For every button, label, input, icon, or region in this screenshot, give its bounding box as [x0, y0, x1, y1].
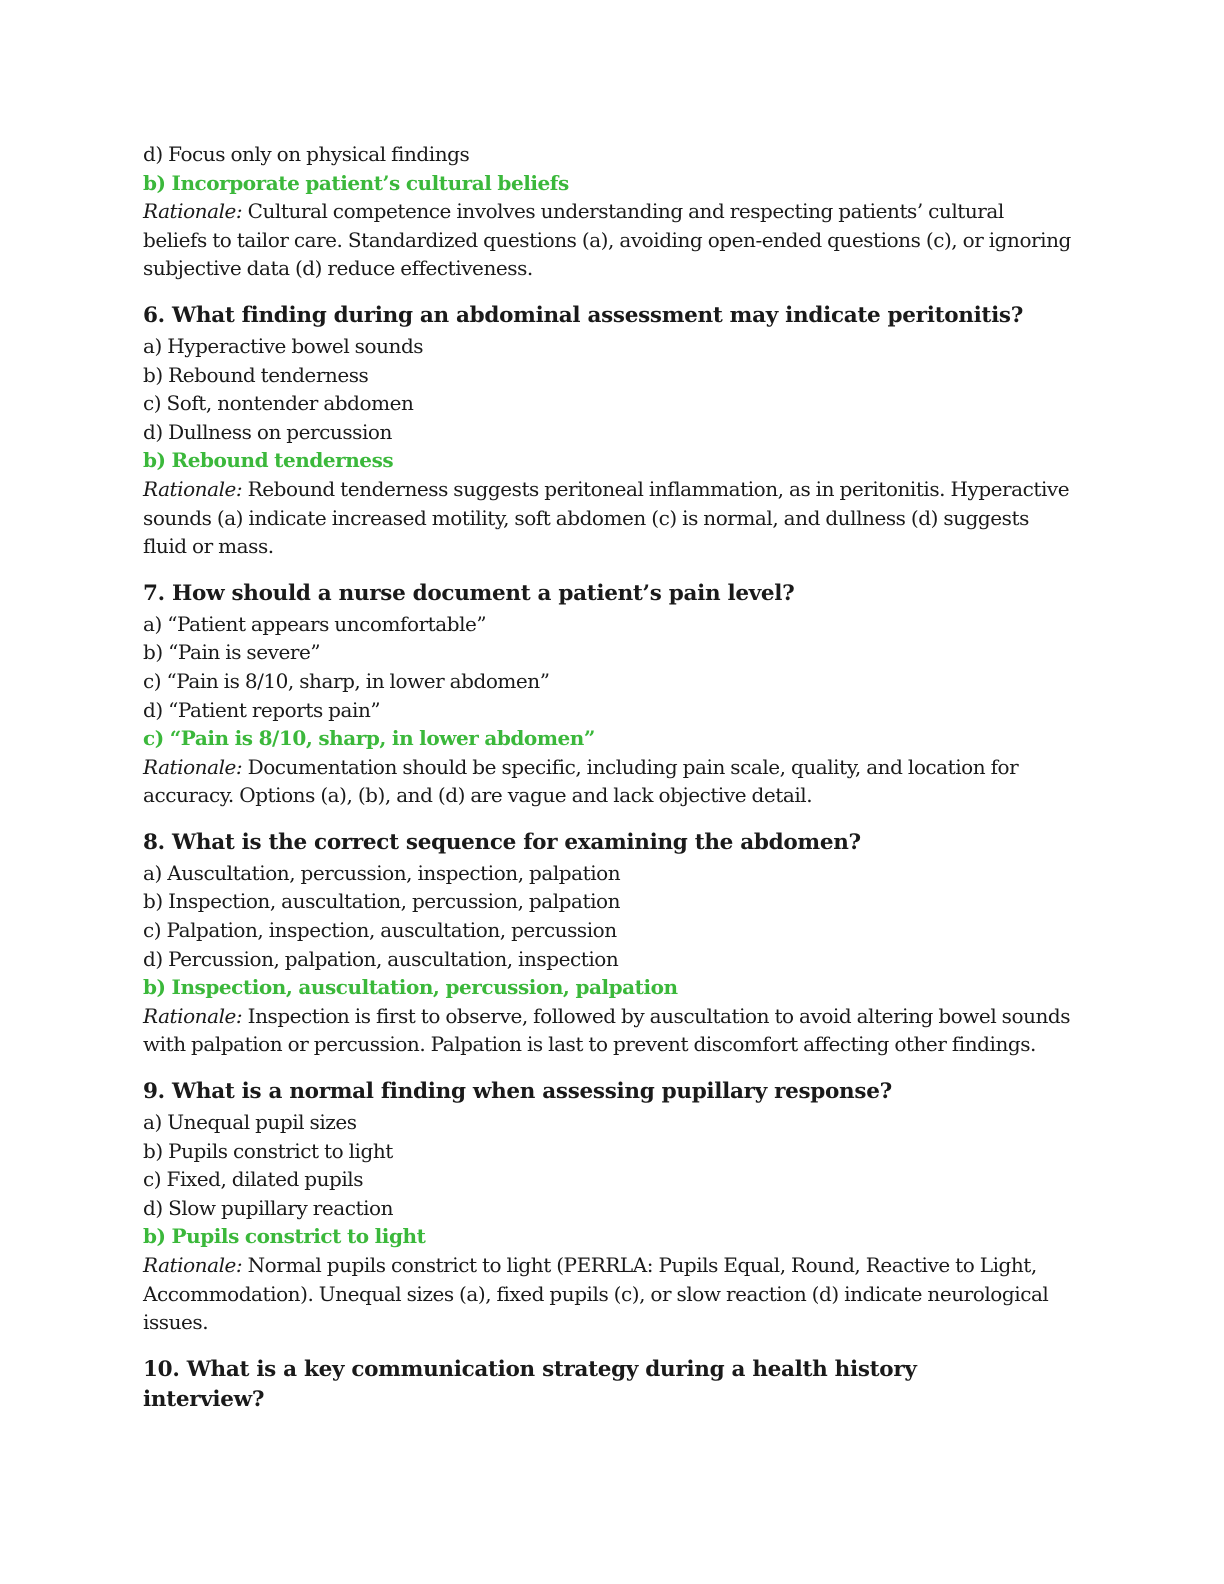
question-heading: 7. How should a nurse document a patient’s pain level? — [143, 580, 795, 606]
rationale — [143, 475, 1073, 561]
option-b: b) “Pain is severe” — [143, 640, 321, 665]
correct-answer: b) Incorporate patient’s cultural beliefs — [143, 170, 569, 195]
option-c: c) Fixed, dilated pupils — [143, 1167, 364, 1192]
question-heading: 8. What is the correct sequence for examining the abdomen? — [143, 829, 861, 855]
rationale — [143, 197, 1071, 283]
rationale-label: Rationale: — [143, 1253, 243, 1277]
question-heading: 10. What is a key communication strategy during a health history interview? — [143, 1356, 917, 1412]
option-c: c) Soft, nontender abdomen — [143, 391, 414, 416]
rationale-label: Rationale: — [143, 199, 243, 224]
option-d: d) Focus only on physical findings — [143, 142, 470, 166]
rationale-text: Normal pupils constrict to light (PERRLA: Pupils Equal, Round, Reactive to Light, Accommodation). Unequal sizes (a), fixed pupils (c), or slow reaction (d) indicate neurological issues. — [143, 1253, 1049, 1335]
question-heading: 6. What finding during an abdominal assessment may indicate peritonitis? — [143, 302, 1024, 328]
correct-answer: c) “Pain is 8/10, sharp, in lower abdomen” — [143, 726, 595, 751]
option-a: a) Hyperactive bowel sounds — [143, 333, 424, 358]
question-10-block — [143, 1355, 1083, 1415]
correct-answer: b) Rebound tenderness — [143, 448, 394, 473]
rationale — [143, 1002, 1078, 1059]
question-8-block — [143, 828, 1083, 1059]
rationale-label: Rationale: — [143, 754, 243, 779]
question-7-block — [143, 579, 1083, 810]
option-c: c) Palpation, inspection, auscultation, percussion — [143, 918, 617, 943]
rationale-text: Documentation should be specific, including pain scale, quality, and location for accuracy. Options (a), (b), and (d) are vague and lack objective detail. — [143, 754, 1019, 808]
option-a: a) Unequal pupil sizes — [143, 1110, 357, 1135]
option-c: c) “Pain is 8/10, sharp, in lower abdomen” — [143, 668, 550, 693]
option-b: b) Pupils constrict to light — [143, 1138, 393, 1163]
question-6-block — [143, 301, 1083, 561]
option-a: a) Auscultation, percussion, inspection, palpation — [143, 860, 621, 885]
correct-answer: b) Inspection, auscultation, percussion, palpation — [143, 975, 678, 1000]
rationale — [143, 753, 1033, 810]
question-heading: 9. What is a normal finding when assessing pupillary response? — [143, 1079, 892, 1105]
option-d: d) Slow pupillary reaction — [143, 1195, 394, 1220]
option-a: a) “Patient appears uncomfortable” — [143, 611, 487, 636]
question-9-block — [143, 1077, 1083, 1337]
correct-answer: b) Pupils constrict to light — [143, 1224, 426, 1249]
option-d: d) Dullness on percussion — [143, 419, 392, 444]
document-page — [143, 140, 1083, 1416]
rationale-label: Rationale: — [143, 1003, 243, 1028]
question-5-block — [143, 140, 1083, 283]
rationale-label: Rationale: — [143, 476, 243, 501]
rationale-text: Cultural competence involves understanding and respecting patients’ cultural beliefs to tailor care. Standardized questions (a), avoiding open-ended questions (c), or ignoring subjective data (d) reduce effectiveness. — [143, 199, 1071, 281]
option-d: d) “Patient reports pain” — [143, 697, 381, 722]
option-d: d) Percussion, palpation, auscultation, inspection — [143, 946, 619, 971]
rationale-text: Rebound tenderness suggests peritoneal inflammation, as in peritonitis. Hyperactive sounds (a) indicate increased motility, soft abdomen (c) is normal, and dullness (d) suggests fluid or mass. — [143, 476, 1070, 559]
rationale-text: Inspection is first to observe, followed by auscultation to avoid altering bowel sounds with palpation or percussion. Palpation is last to prevent discomfort affecting other findings. — [143, 1003, 1071, 1057]
option-b: b) Inspection, auscultation, percussion, palpation — [143, 889, 621, 914]
option-b: b) Rebound tenderness — [143, 362, 369, 387]
rationale — [143, 1251, 1058, 1337]
